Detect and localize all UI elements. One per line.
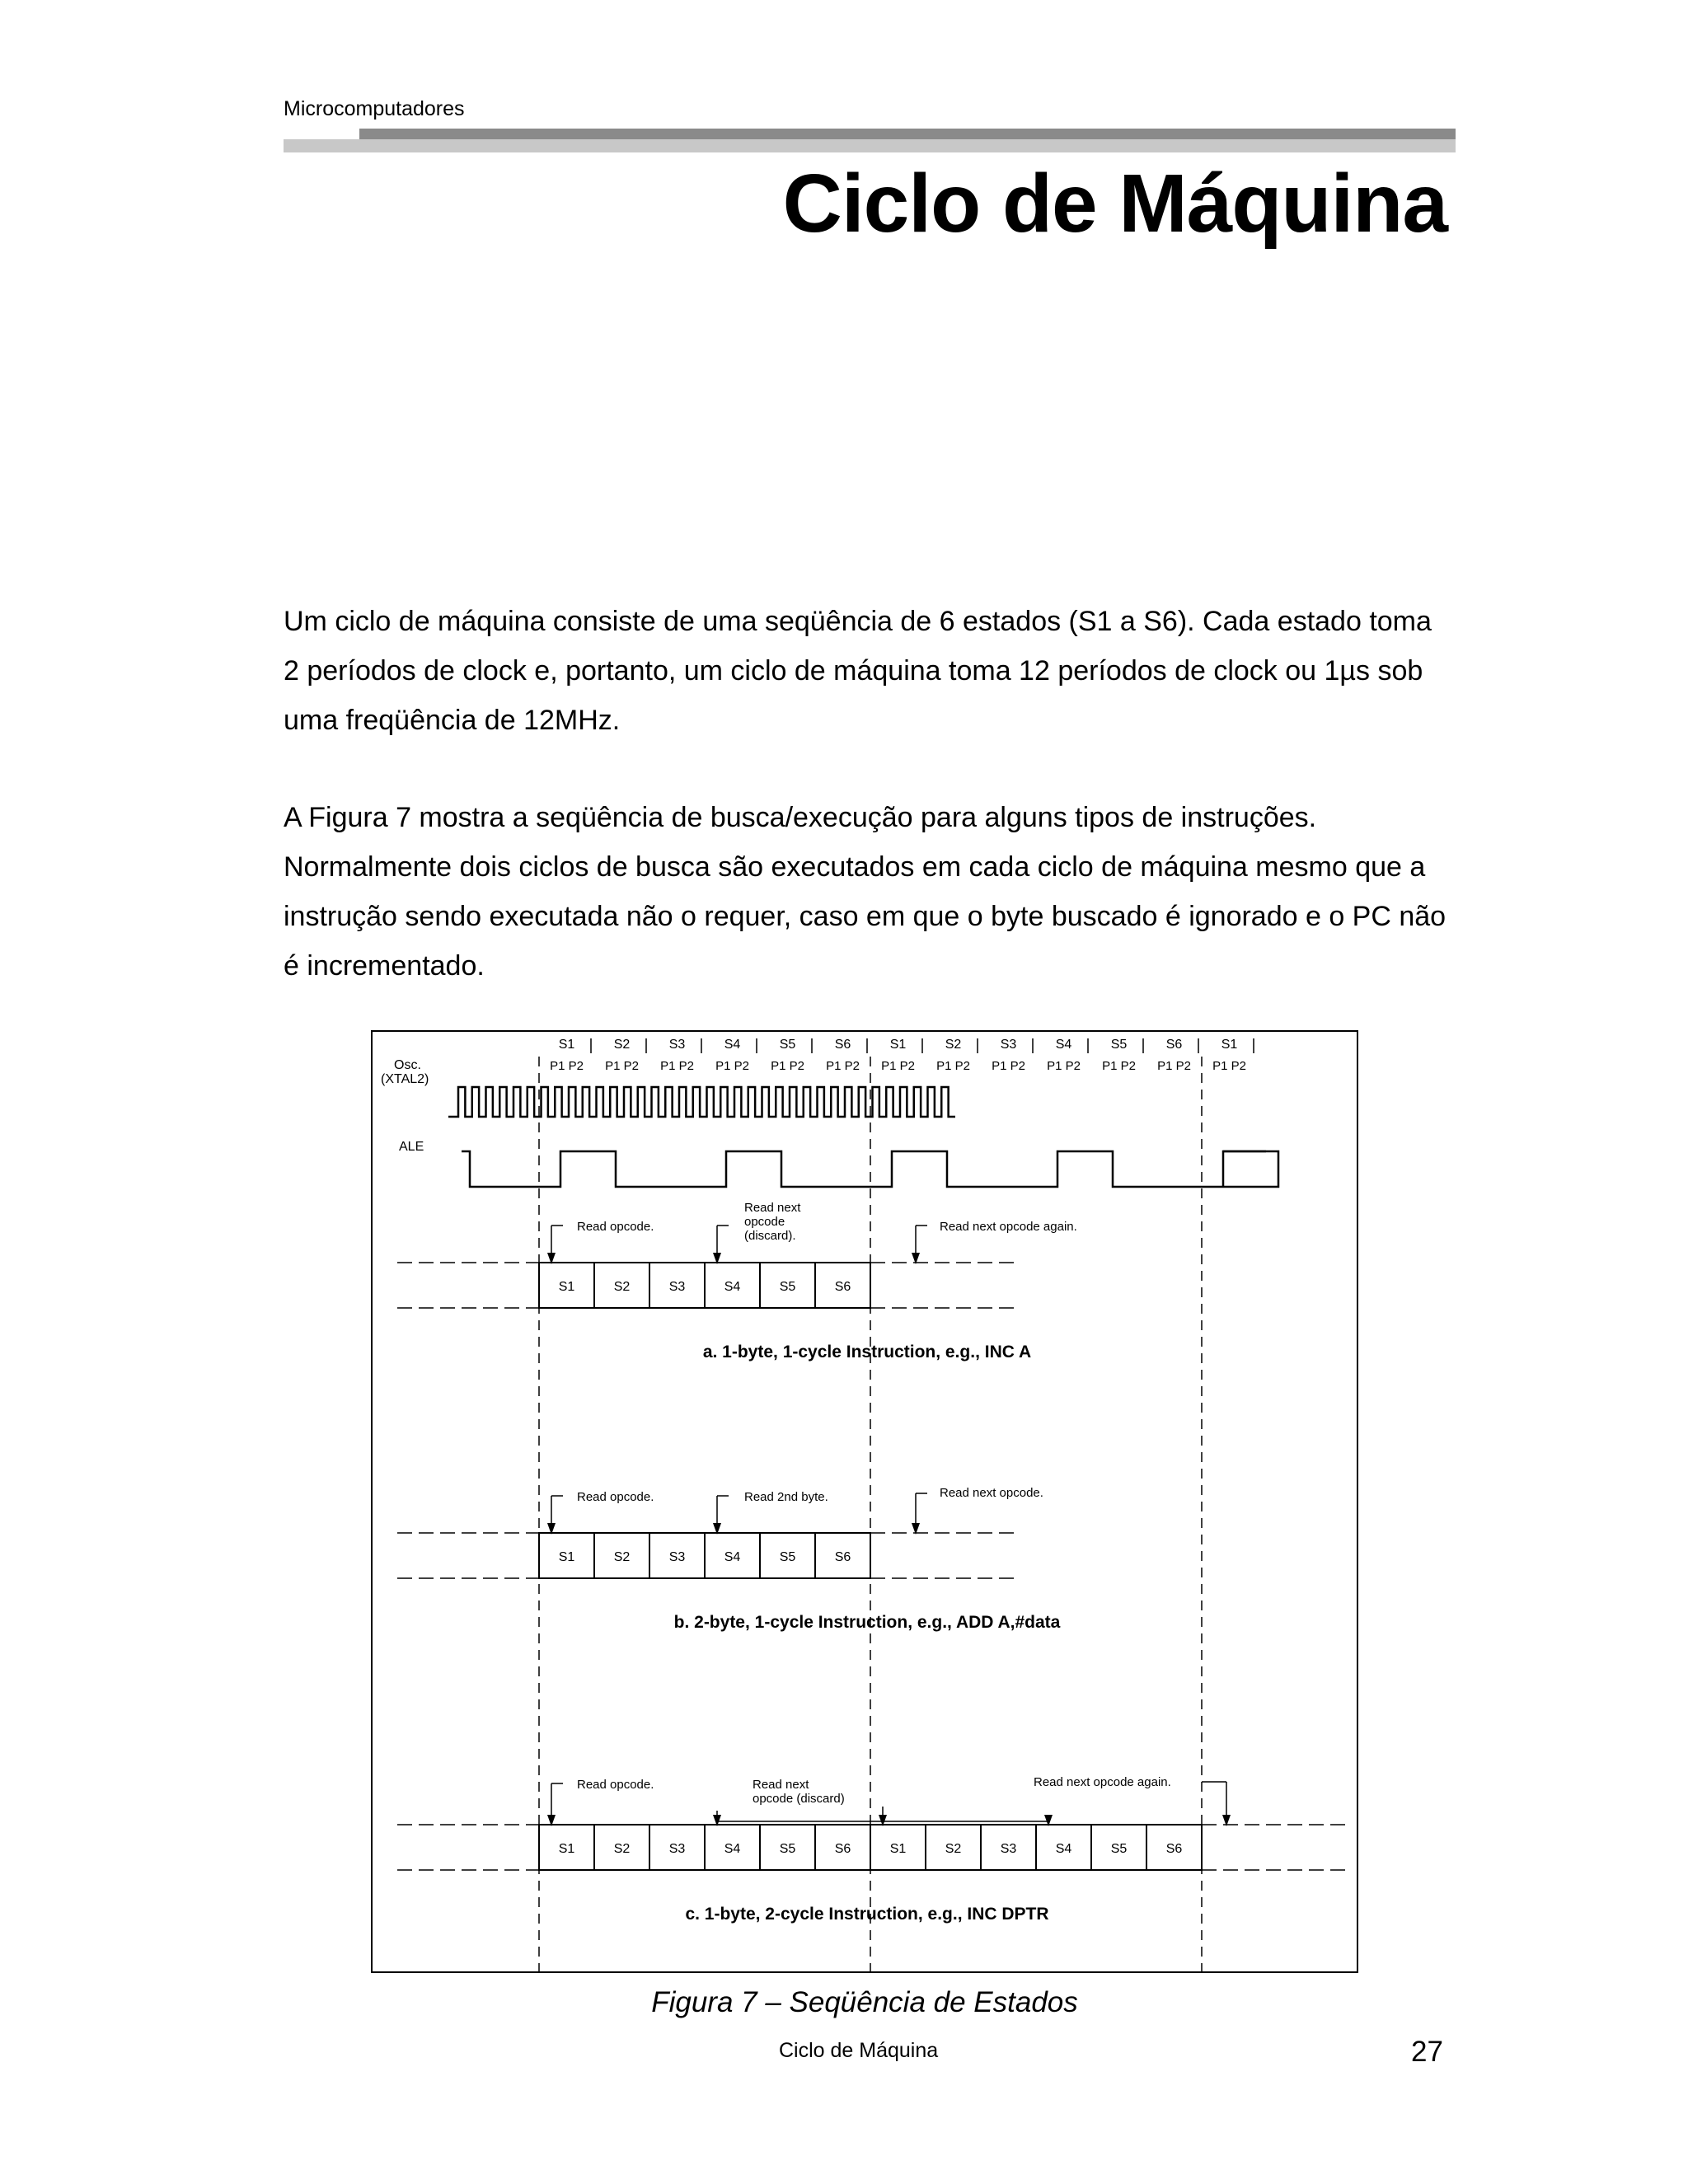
header-rule-dark (359, 129, 1456, 139)
state-cell-label: S3 (668, 1842, 686, 1856)
state-cell-label: S4 (724, 1842, 741, 1856)
page-title: Ciclo de Máquina (782, 157, 1447, 250)
state-cell-label: S3 (668, 1550, 686, 1564)
phase-label: P1 P2 (1212, 1059, 1246, 1073)
phase-label: P1 P2 (881, 1059, 915, 1073)
header-label: Microcomputadores (284, 97, 465, 120)
state-cell-label: S5 (779, 1842, 796, 1856)
phase-label: P1 P2 (605, 1059, 639, 1073)
phase-label: P1 P2 (1047, 1059, 1081, 1073)
state-label: S4 (724, 1038, 741, 1052)
state-cell-label: S1 (889, 1842, 907, 1856)
state-cell-label: S6 (834, 1842, 851, 1856)
phase-label: P1 P2 (826, 1059, 860, 1073)
timing-diagram (373, 1032, 1357, 1971)
phase-label: P1 P2 (771, 1059, 804, 1073)
state-cell-label: S4 (1055, 1842, 1072, 1856)
figure-caption: Figura 7 – Seqüência de Estados (651, 1986, 1078, 2018)
phase-label: P1 P2 (1157, 1059, 1191, 1073)
timing-diagram-figure (371, 1030, 1358, 1973)
state-label: S3 (1000, 1038, 1017, 1052)
phase-label: P1 P2 (1102, 1059, 1136, 1073)
annotation-text: Read next opcode. (940, 1486, 1043, 1500)
state-cell-label: S5 (1110, 1842, 1128, 1856)
section-caption: c. 1-byte, 2-cycle Instruction, e.g., INC DPTR (685, 1905, 1049, 1924)
state-cell-label: S1 (558, 1550, 575, 1564)
state-label: S1 (889, 1038, 907, 1052)
state-label: S2 (945, 1038, 962, 1052)
state-cell-label: S1 (558, 1280, 575, 1294)
state-label: S5 (779, 1038, 796, 1052)
page-number: 27 (1411, 2036, 1443, 2068)
annotation-text: Read next (744, 1201, 801, 1215)
state-cell-label: S2 (945, 1842, 962, 1856)
annotation-text: Read next (753, 1778, 809, 1792)
osc-label: Osc. (394, 1058, 421, 1072)
state-label: S6 (1165, 1038, 1183, 1052)
state-cell-label: S5 (779, 1280, 796, 1294)
section-caption: b. 2-byte, 1-cycle Instruction, e.g., ADD A,#data (673, 1613, 1061, 1632)
annotation-text: Read next opcode again. (1034, 1775, 1171, 1789)
annotation-text: Read opcode. (577, 1778, 654, 1792)
state-label: S4 (1055, 1038, 1072, 1052)
osc-waveform (448, 1087, 955, 1117)
ale-label: ALE (399, 1140, 424, 1154)
state-cell-label: S3 (1000, 1842, 1017, 1856)
footer-title: Ciclo de Máquina (779, 2039, 939, 2062)
annotation-text: opcode (discard) (753, 1792, 845, 1806)
state-cell-label: S2 (613, 1550, 631, 1564)
annotation-text: opcode (744, 1215, 785, 1229)
section-caption: a. 1-byte, 1-cycle Instruction, e.g., INC A (702, 1343, 1032, 1361)
paragraph-2: A Figura 7 mostra a seqüência de busca/execução para alguns tipos de instruções. Normalmente dois ciclos de busca são executados em cada ciclo de máquina mesmo que a instrução sendo executada não o requer, caso em que o byte buscado é ignorado e o PC não é incrementado. (284, 802, 1447, 982)
state-cell-label: S4 (724, 1280, 741, 1294)
phase-label: P1 P2 (550, 1059, 584, 1073)
phase-label: P1 P2 (660, 1059, 694, 1073)
state-label: S5 (1110, 1038, 1128, 1052)
state-label: S2 (613, 1038, 631, 1052)
state-cell-label: S6 (1165, 1842, 1183, 1856)
phase-label: P1 P2 (715, 1059, 749, 1073)
state-cell-label: S4 (724, 1550, 741, 1564)
state-cell-label: S1 (558, 1842, 575, 1856)
state-label: S1 (1221, 1038, 1238, 1052)
state-cell-label: S6 (834, 1550, 851, 1564)
annotation-text: Read next opcode again. (940, 1220, 1077, 1234)
osc-label-sub: (XTAL2) (381, 1072, 429, 1086)
header-rule-light (284, 139, 1456, 152)
annotation-text: (discard). (744, 1229, 796, 1243)
phase-label: P1 P2 (936, 1059, 970, 1073)
annotation-text: Read opcode. (577, 1220, 654, 1234)
state-cell-label: S2 (613, 1842, 631, 1856)
state-cell-label: S3 (668, 1280, 686, 1294)
state-label: S6 (834, 1038, 851, 1052)
state-cell-label: S6 (834, 1280, 851, 1294)
annotation-text: Read 2nd byte. (744, 1490, 828, 1504)
state-label: S3 (668, 1038, 686, 1052)
paragraph-1: Um ciclo de máquina consiste de uma seqüência de 6 estados (S1 a S6). Cada estado toma 2 períodos de clock e, portanto, um ciclo de máquina toma 12 períodos de clock ou 1µs sob uma freqüência de 12MHz. (284, 606, 1432, 736)
state-cell-label: S2 (613, 1280, 631, 1294)
state-label: S1 (558, 1038, 575, 1052)
state-cell-label: S5 (779, 1550, 796, 1564)
annotation-text: Read opcode. (577, 1490, 654, 1504)
phase-label: P1 P2 (992, 1059, 1025, 1073)
